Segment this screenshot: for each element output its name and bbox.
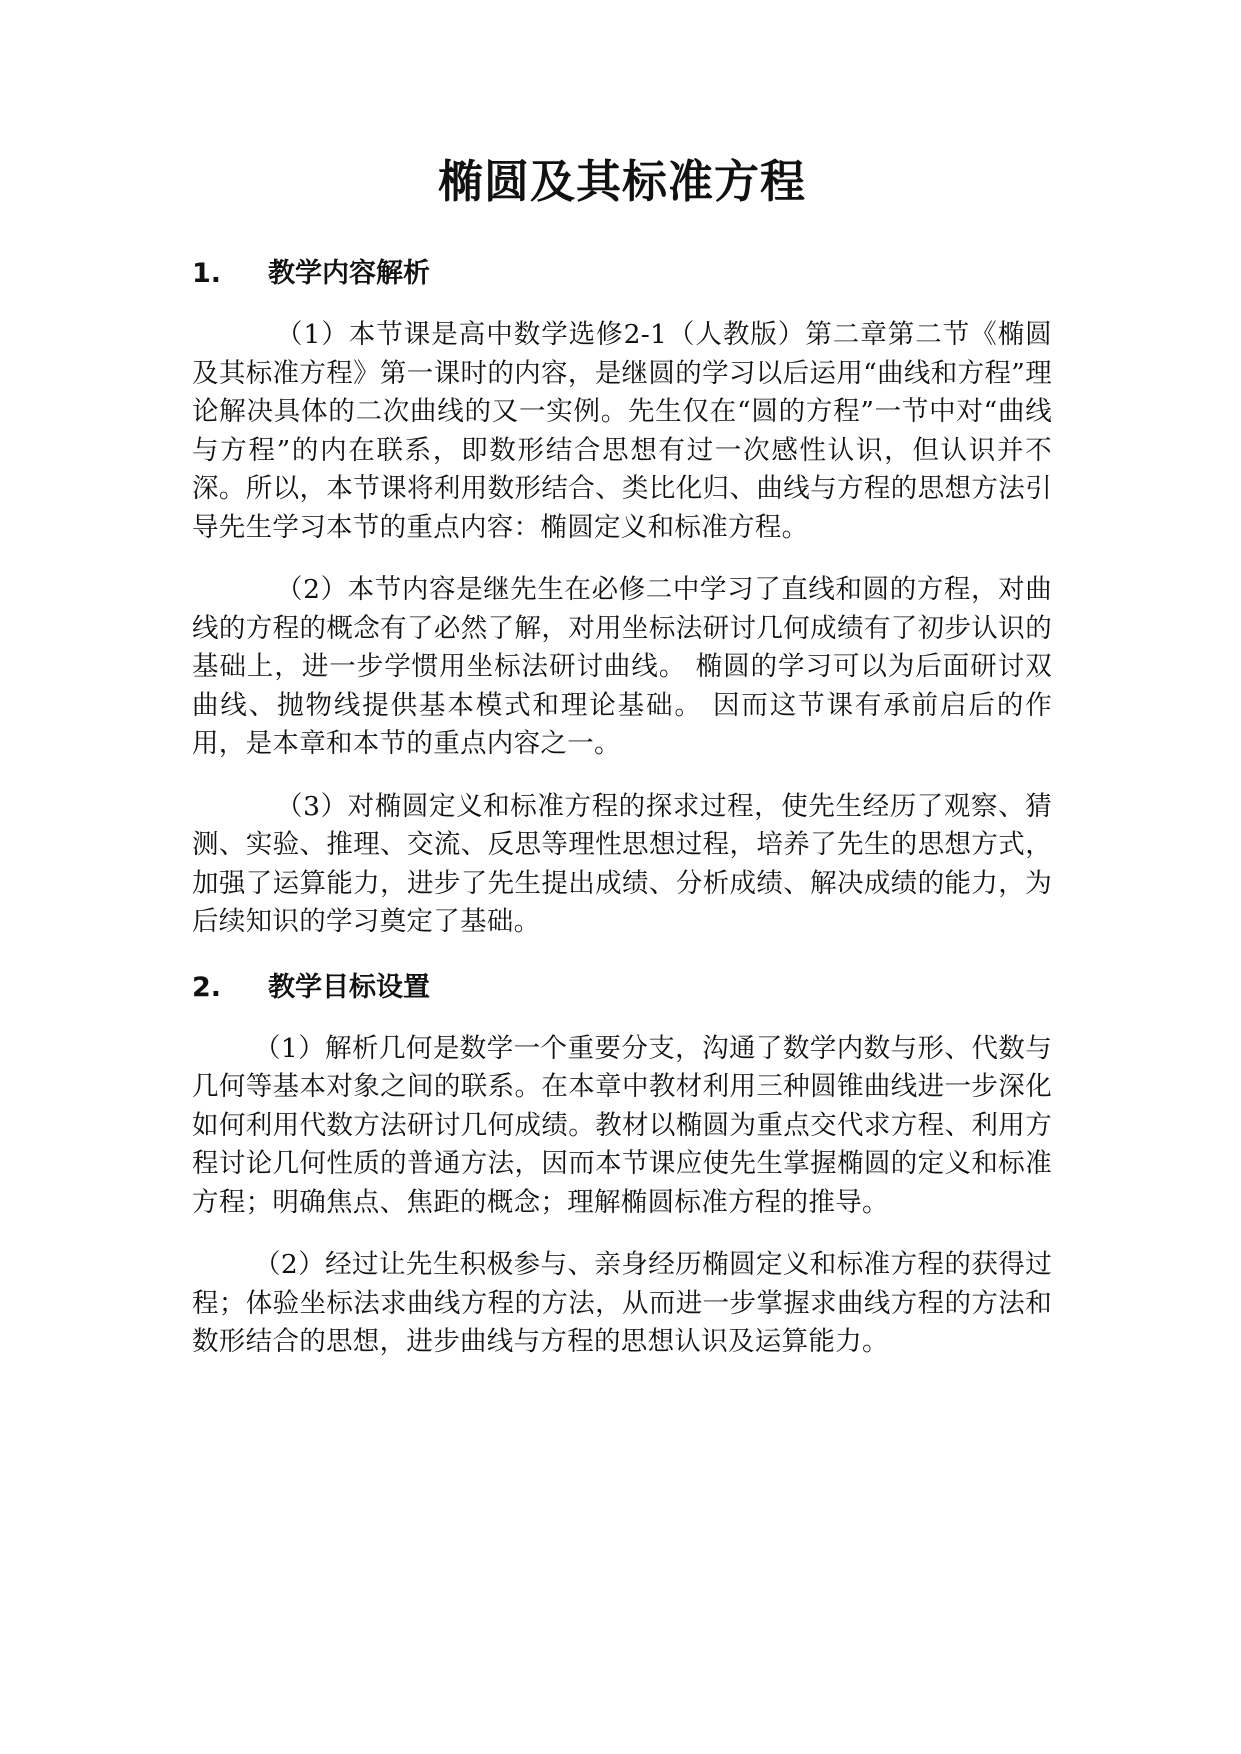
paragraph: （1）本节课是高中数学选修2-1（人教版）第二章第二节《椭圆及其标准方程》第一课时的内容，是继圆的学习以后运用“曲线和方程”理论解决具体的二次曲线的又一实例。先生仅在“圆的方程”一节中对“曲线与方程”的内在联系，即数形结合思想有过一次感性认识，但认识并不深。所以，本节课将利用数形结合、类比化归、曲线与方程的思想方法引导先生学习本节的重点内容：椭圆定义和标准方程。 bbox=[192, 319, 1052, 543]
paragraph: （2）经过让先生积极参与、亲身经历椭圆定义和标准方程的获得过程；体验坐标法求曲线方程的方法，从而进一步掌握求曲线方程的方法和数形结合的思想，进步曲线与方程的思想认识及运算能力。 bbox=[192, 1249, 1052, 1357]
section-heading bbox=[192, 252, 1052, 296]
paragraph: （2）本节内容是继先生在必修二中学习了直线和圆的方程，对曲线的方程的概念有了必然了解，对用坐标法研讨几何成绩有了初步认识的基础上，进一步学惯用坐标法研讨曲线。 椭圆的学习可以为后面研讨双曲线、抛物线提供基本模式和理论基础。 因而这节课有承前启后的作用，是本章和本节的重点内容之一。 bbox=[192, 574, 1052, 759]
document-title: 椭圆及其标准方程 bbox=[437, 155, 806, 208]
section-teaching-objectives bbox=[192, 966, 1052, 1362]
paragraph: （3）对椭圆定义和标准方程的探求过程，使先生经历了观察、猜测、实验、推理、交流、反思等理性思想过程，培养了先生的思想方式，加强了运算能力，进步了先生提出成绩、分析成绩、解决成绩的能力，为后续知识的学习奠定了基础。 bbox=[192, 790, 1052, 937]
section-content-analysis bbox=[192, 252, 1052, 942]
section-heading bbox=[192, 966, 1052, 1010]
section-heading-text: 教学内容解析 bbox=[268, 258, 430, 289]
paragraph: （1）解析几何是数学一个重要分支，沟通了数学内数与形、代数与几何等基本对象之间的联系。在本章中教材利用三种圆锥曲线进一步深化如何利用代数方法研讨几何成绩。教材以椭圆为重点交代求方程、利用方程讨论几何性质的普通方法，因而本节课应使先生掌握椭圆的定义和标准方程；明确焦点、焦距的概念；理解椭圆标准方程的推导。 bbox=[192, 1032, 1052, 1218]
section-number: 2. bbox=[192, 971, 222, 1003]
document-page bbox=[192, 150, 1052, 1386]
section-number: 1. bbox=[192, 258, 222, 289]
section-heading-text: 教学目标设置 bbox=[268, 971, 430, 1003]
